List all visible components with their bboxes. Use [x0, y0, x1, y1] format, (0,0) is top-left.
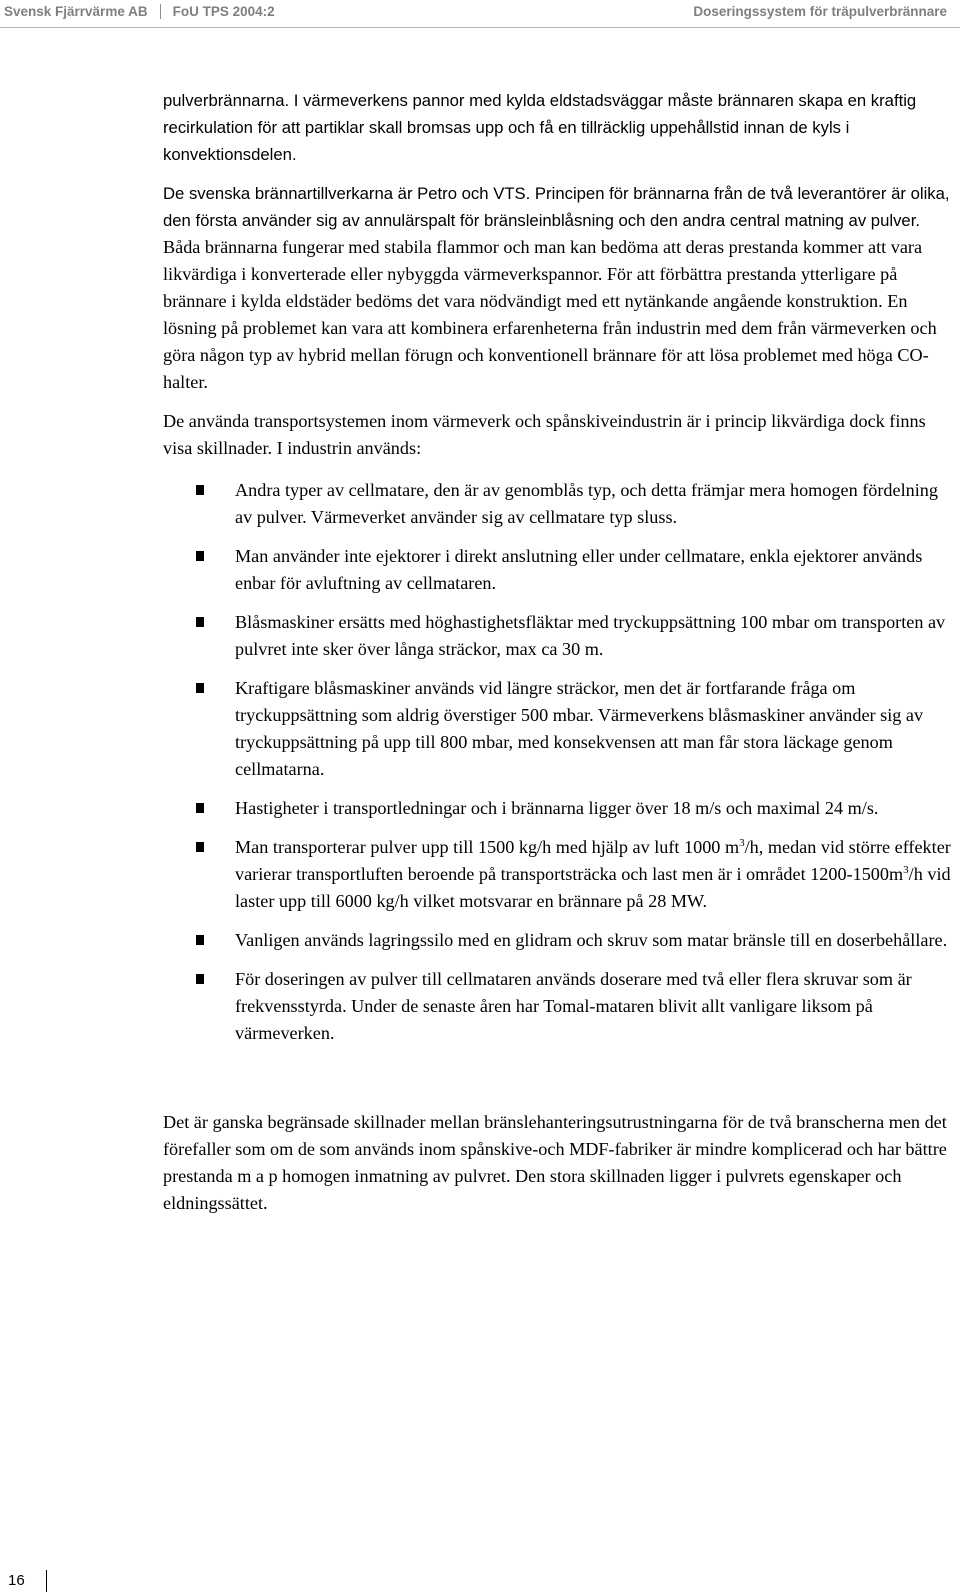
list-item-text: För doseringen av pulver till cellmataren används doserare med två eller flera skruvar som är frekvensstyrda. Under de senaste åren har Tomal-mataren blivit allt vanligare liksom på värmeverken.: [235, 969, 912, 1043]
list-item-text-part: Man transporterar pulver upp till 1500 kg/h med hjälp av luft 1000 m: [235, 837, 740, 857]
square-bullet-icon: [196, 551, 204, 561]
list-item: [163, 927, 958, 954]
footer-divider: [46, 1570, 47, 1592]
list-item-text: Kraftigare blåsmaskiner används vid längre sträckor, men det är fortfarande fråga om tryckuppsättning som aldrig överstiger 500 mbar. Värmeverkens blåsmaskiner använder sig av tryckuppsättning på upp till 800 mbar, med konsekvensen att man får stora läckage genom cellmatarna.: [235, 678, 924, 779]
square-bullet-icon: [196, 485, 204, 495]
header-org: Svensk Fjärrvärme AB: [4, 4, 148, 19]
paragraph-2-serif: Båda brännarna fungerar med stabila flammor och man kan bedöma att deras prestanda kommer att vara likvärdiga i konverterade eller nybyggda värmeverkspannor. För att förbättra prestanda ytterligare på brännare i kylda eldstäder bedöms det vara nödvändigt med ett nytänkande angående konstruktion. En lösning på problemet kan vara att kombinera erfarenheterna från industrin med dem från värmeverken och göra någon typ av hybrid mellan förugn och konventionell brännare för att lösa problemet med höga CO-halter.: [163, 237, 937, 392]
list-item-text: Vanligen används lagringssilo med en glidram och skruv som matar bränsle till en doserbehållare.: [235, 930, 948, 950]
header-rule: [0, 27, 960, 28]
header-report-id: FoU TPS 2004:2: [172, 4, 275, 19]
bullet-list: [163, 477, 958, 1047]
square-bullet-icon: [196, 683, 204, 693]
header-document-title: Doseringssystem för träpulverbrännare: [693, 4, 947, 19]
list-item: [163, 966, 958, 1047]
paragraph-2: [163, 180, 958, 396]
list-item-text-part: /h vid laster upp till 6000 kg/h vilket motsvarar en brännare på 28 MW.: [235, 864, 951, 911]
header-left: [4, 4, 275, 19]
list-item-text: Hastigheter i transportledningar och i brännarna ligger över 18 m/s och maximal 24 m/s.: [235, 798, 879, 818]
list-item: [163, 795, 958, 822]
paragraph-2-sans: De svenska brännartillverkarna är Petro och VTS. Principen för brännarna från de två leverantörer är olika, den första använder sig av annulärspalt för bränsleinblåsning och den andra central matning av pulver.: [163, 184, 950, 230]
list-item: [163, 543, 958, 597]
list-item: [163, 477, 958, 531]
running-header: [0, 0, 960, 30]
square-bullet-icon: [196, 617, 204, 627]
page-number: 16: [8, 1572, 25, 1589]
list-item-text: Man använder inte ejektorer i direkt anslutning eller under cellmatare, enkla ejektorer används enbar för avluftning av cellmataren.: [235, 546, 923, 593]
list-item-text: Blåsmaskiner ersätts med höghastighetsfläktar med tryckuppsättning 100 mbar om transporten av pulvret inte sker över långa sträckor, max ca 30 m.: [235, 612, 946, 659]
paragraph-4: Det är ganska begränsade skillnader mellan bränslehanteringsutrustningarna för de två branscherna men det förefaller som om de som används inom spånskive-och MDF-fabriker är mindre komplicerad och har bättre prestanda m a p homogen inmatning av pulvret. Den stora skillnaden ligger i pulvrets egenskaper och eldningssättet.: [163, 1112, 947, 1213]
square-bullet-icon: [196, 935, 204, 945]
list-item: [163, 675, 958, 783]
list-item-text-part: /h, medan vid större effekter varierar transportluften beroende på transportsträcka och last men är i området 1200-1500m: [235, 837, 951, 884]
header-divider: [160, 4, 161, 19]
square-bullet-icon: [196, 842, 204, 852]
page-body: [163, 87, 958, 1217]
square-bullet-icon: [196, 974, 204, 984]
square-bullet-icon: [196, 803, 204, 813]
list-item: [163, 609, 958, 663]
list-item-text: Andra typer av cellmatare, den är av genomblås typ, och detta främjar mera homogen fördelning av pulver. Värmeverket använder sig av cellmatare typ sluss.: [235, 480, 938, 527]
superscript: 3: [903, 864, 909, 876]
list-item: [163, 834, 958, 915]
superscript: 3: [739, 837, 745, 849]
paragraph-1: pulverbrännarna. I värmeverkens pannor med kylda eldstadsväggar måste brännaren skapa en kraftig recirkulation för att partiklar skall bromsas upp och få en tillräcklig uppehållstid innan de kyls i konvektionsdelen.: [163, 91, 917, 164]
paragraph-3: De använda transportsystemen inom värmeverk och spånskiveindustrin är i princip likvärdiga dock finns visa skillnader. I industrin används:: [163, 411, 926, 458]
